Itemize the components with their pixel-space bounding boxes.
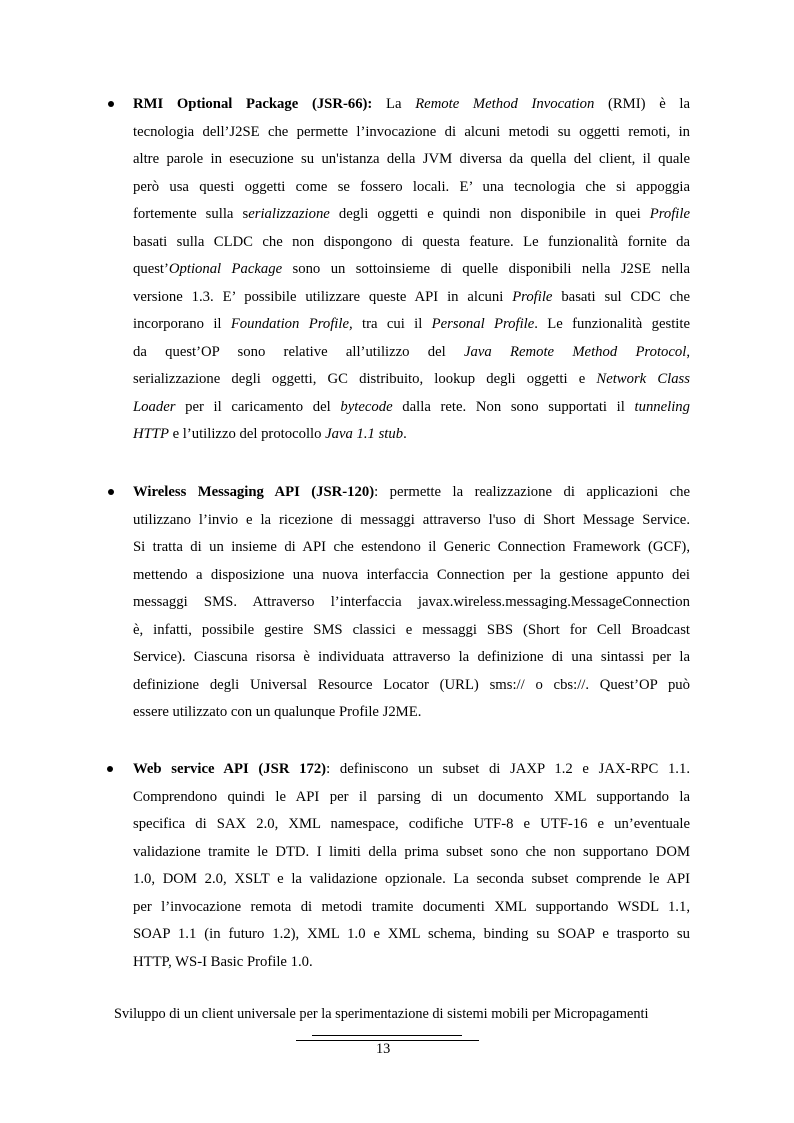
text-run: 1.0, DOM 2.0, XSLT e la validazione opzionale. La seconda subset comprende le API: [133, 871, 690, 887]
text-line: [133, 784, 690, 812]
text-run: da quest’OP sono relative all’utilizzo del: [133, 343, 464, 360]
text-line: [133, 311, 690, 339]
italic-term: Optional Package: [168, 261, 283, 277]
text-line: [133, 699, 690, 727]
italic-term: Loader: [133, 398, 176, 415]
text-run: quest’: [133, 261, 169, 277]
text-line: [133, 201, 690, 229]
footer-divider: [312, 1035, 462, 1036]
text-run: essere utilizzato con un qualunque Profile J2ME.: [133, 704, 422, 720]
text-run: è, infatti, possibile gestire SMS classici e messaggi SBS (Short for Cell Broadcast: [133, 621, 690, 638]
text-run: altre parole in esecuzione su un'istanza della JVM diversa da quella del client, il quale: [133, 151, 690, 167]
text-line: [133, 949, 690, 977]
italic-term: Java Remote Method Protocol: [464, 343, 687, 360]
text-line: [133, 91, 690, 119]
text-line: [133, 589, 690, 617]
text-run: : permette la realizzazione di applicazioni che: [374, 484, 690, 500]
text-run: messaggi SMS. Attraverso l’interfaccia javax.wireless.messaging.MessageConnection: [133, 594, 690, 610]
italic-term: Profile: [649, 206, 690, 222]
text-line: [133, 394, 690, 422]
text-line: [133, 284, 690, 312]
text-run: specifica di SAX 2.0, XML namespace, codifiche UTF-8 e UTF-16 e un’eventuale: [133, 816, 690, 832]
text-line: [133, 617, 690, 645]
text-run: serializzazione degli oggetti, GC distribuito, lookup degli oggetti e: [133, 371, 597, 387]
text-run: . Le funzionalità gestite: [534, 316, 690, 332]
text-line: [133, 421, 690, 449]
text-run: mettendo a disposizione una nuova interfaccia Connection per la gestione appunto dei: [133, 566, 690, 583]
text-run: utilizzano l’invio e la ricezione di messaggi attraverso l'uso di Short Message Service.: [133, 511, 690, 528]
text-run: dalla rete. Non sono supportati il: [392, 398, 635, 415]
text-run: per il caricamento del: [175, 398, 341, 415]
text-run: sono un sottoinsieme di quelle disponibili nella J2SE nella: [282, 261, 690, 277]
footer-title: Sviluppo di un client universale per la sperimentazione di sistemi mobili per Micropagamenti: [114, 1006, 649, 1022]
text-line: [133, 339, 690, 367]
text-run: SOAP 1.1 (in futuro 1.2), XML 1.0 e XML schema, binding su SOAP e trasporto su: [133, 926, 690, 942]
text-line: [133, 366, 690, 394]
italic-term: erializzazione: [248, 206, 330, 222]
text-run: HTTP, WS-I Basic Profile 1.0.: [133, 953, 313, 970]
text-line: [133, 507, 690, 535]
text-run: fortemente sulla s: [133, 206, 249, 222]
list-item-wireless-messaging: [133, 479, 690, 727]
text-run: però usa questi oggetti come se fossero locali. E’ una tecnologia che si appoggia: [133, 178, 690, 195]
item-heading: RMI Optional Package (JSR-66):: [133, 96, 373, 112]
italic-term: Foundation Profile,: [230, 316, 353, 332]
text-line: [133, 562, 690, 590]
item-heading: Web service API (JSR 172): [133, 761, 327, 777]
text-line: [133, 644, 690, 672]
text-run: .: [403, 426, 407, 442]
italic-term: HTTP: [133, 426, 169, 442]
text-run: tra cui il: [352, 316, 432, 332]
text-line: [133, 174, 690, 202]
text-run: e l’utilizzo del protocollo: [168, 426, 326, 442]
text-line: [133, 229, 690, 257]
italic-term: tunneling: [634, 398, 690, 415]
italic-term: Personal Profile: [431, 316, 535, 332]
text-run: definizione degli Universal Resource Locator (URL) sms:// o cbs://. Quest’OP può: [133, 676, 690, 693]
text-line: [133, 866, 690, 894]
list-item-rmi: [133, 91, 690, 449]
page-number: 13: [376, 1041, 391, 1057]
paragraph: [133, 91, 690, 449]
text-run: ,: [686, 343, 690, 360]
italic-term: bytecode: [340, 398, 393, 415]
text-line: [133, 256, 690, 284]
paragraph: [133, 479, 690, 727]
text-line: [133, 894, 690, 922]
text-run: : definiscono un subset di JAXP 1.2 e JAX-RPC 1.1.: [326, 761, 690, 777]
text-line: [133, 921, 690, 949]
text-line: [133, 756, 690, 784]
text-line: [133, 479, 690, 507]
text-run: degli oggetti e quindi non disponibile in quei: [329, 206, 650, 222]
text-line: [133, 672, 690, 700]
text-line: [133, 119, 690, 147]
text-line: [133, 839, 690, 867]
text-run: validazione tramite le DTD. I limiti della prima subset sono che non supportano DOM: [133, 843, 690, 860]
list-item-web-service: [133, 756, 690, 976]
italic-term: Remote Method Invocation: [415, 96, 595, 112]
text-line: [133, 811, 690, 839]
text-run: per l’invocazione remota di metodi tramite documenti XML supportando WSDL 1.1,: [133, 898, 690, 915]
italic-term: Java 1.1 stub: [325, 426, 404, 442]
text-run: Si tratta di un insieme di API che estendono il Generic Connection Framework (GCF),: [133, 539, 690, 555]
paragraph: [133, 756, 690, 976]
bullet-icon: [108, 101, 114, 107]
text-run: tecnologia dell’J2SE che permette l’invocazione di alcuni metodi su oggetti remoti, in: [133, 123, 690, 140]
text-line: [133, 534, 690, 562]
text-run: La: [372, 96, 416, 112]
text-run: Comprendono quindi le API per il parsing di un documento XML supportando la: [133, 788, 690, 805]
bullet-icon: [108, 489, 114, 495]
text-run: (RMI) è la: [594, 96, 690, 112]
text-run: Service). Ciascuna risorsa è individuata attraverso la definizione di una sintassi per la: [133, 649, 690, 665]
text-run: versione 1.3. E’ possibile utilizzare queste API in alcuni: [133, 288, 513, 305]
text-run: basati sulla CLDC che non dispongono di questa feature. Le funzionalità fornite da: [133, 233, 690, 250]
italic-term: Profile: [512, 288, 553, 305]
item-heading: Wireless Messaging API (JSR-120): [133, 484, 375, 500]
text-line: [133, 146, 690, 174]
text-run: basati sul CDC che: [552, 288, 691, 305]
bullet-icon: [107, 766, 113, 772]
italic-term: Network Class: [596, 371, 690, 387]
text-run: incorporano il: [133, 316, 231, 332]
